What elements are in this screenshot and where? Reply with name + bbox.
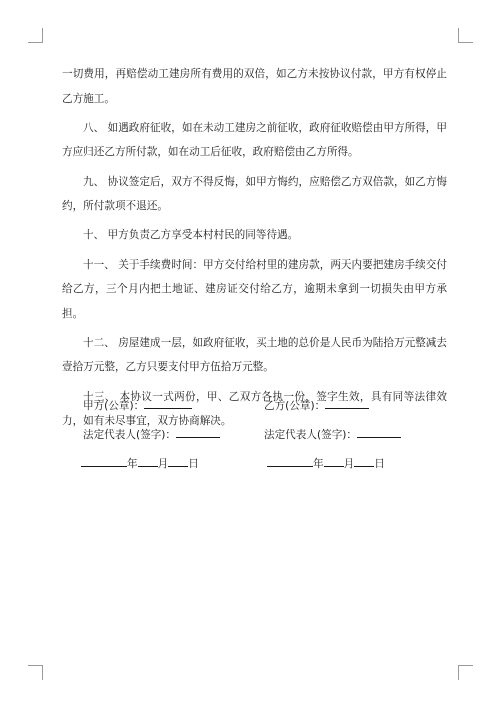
- paragraph-continued: 一切费用，再赔偿动工建房所有费用的双倍，如乙方未按协议付款，甲方有权停止乙方施工。: [62, 68, 447, 105]
- contract-body: [62, 62, 447, 439]
- party-b-seal-blank: [325, 397, 369, 409]
- party-a-year-blank: [81, 455, 127, 467]
- party-b-representative: [264, 421, 401, 450]
- party-a-month-blank: [138, 455, 158, 467]
- crop-mark-top-left: [28, 28, 43, 43]
- party-a-seal-label: 甲方(公章)：: [83, 400, 145, 412]
- party-b-month-label: 月: [343, 458, 355, 470]
- party-a-seal-blank: [144, 397, 192, 409]
- clause-10: 十、 甲方负责乙方享受本村村民的同等待遇。: [83, 229, 299, 242]
- representative-row: [62, 421, 447, 450]
- party-a-date: [81, 450, 199, 479]
- crop-mark-bottom-right: [458, 665, 473, 680]
- party-a-month-label: 月: [157, 458, 169, 470]
- seal-row: [62, 392, 447, 421]
- party-b-seal: [264, 392, 369, 421]
- party-b-year-blank: [267, 455, 313, 467]
- party-b-year-label: 年: [313, 458, 324, 470]
- party-a-day-label: 日: [188, 458, 199, 470]
- party-a-day-blank: [168, 455, 188, 467]
- crop-mark-top-right: [458, 28, 473, 43]
- clause-8: 八、 如遇政府征收，如在未动工建房之前征收，政府征收赔偿由甲方所得，甲方应归还乙方所付款，如在动工后征收，政府赔偿由乙方所得。: [62, 121, 447, 159]
- party-b-rep-blank: [357, 426, 401, 438]
- party-a-rep-blank: [176, 426, 220, 438]
- clause-9: 九、 协议签定后，双方不得反悔，如甲方悔约，应赔偿乙方双倍款，如乙方悔约，所付款项不退还。: [62, 175, 447, 213]
- signature-block: [62, 392, 447, 479]
- date-row: [62, 450, 447, 479]
- clause-13: 十三、 本协议一式两份，甲、乙双方各执一份，签字生效，具有同等法律效力，如有未尽事宜，双方协商解决。: [62, 390, 447, 428]
- party-b-month-blank: [324, 455, 344, 467]
- party-b-day-blank: [354, 455, 374, 467]
- party-b-seal-label: 乙方(公章)：: [264, 400, 326, 412]
- party-a-seal: [83, 392, 192, 421]
- party-a-representative: [83, 421, 220, 450]
- clause-12: 十二、 房屋建成一层，如政府征收，买土地的总价是人民币为陆拾万元整减去壹拾万元整，乙方只要支付甲方伍拾万元整。: [62, 336, 447, 374]
- party-b-day-label: 日: [374, 458, 385, 470]
- party-b-date: [267, 450, 385, 479]
- party-b-rep-label: 法定代表人(签字)：: [264, 429, 358, 441]
- party-a-rep-label: 法定代表人(签字)：: [83, 429, 177, 441]
- clause-11: 十一、 关于手续费时间：甲方交付给村里的建房款，两天内要把建房手续交付给乙方，三个月内把土地证、建房证交付给乙方，逾期未拿到一切损失由甲方承担。: [62, 258, 447, 320]
- crop-mark-bottom-left: [28, 665, 43, 680]
- party-a-year-label: 年: [127, 458, 138, 470]
